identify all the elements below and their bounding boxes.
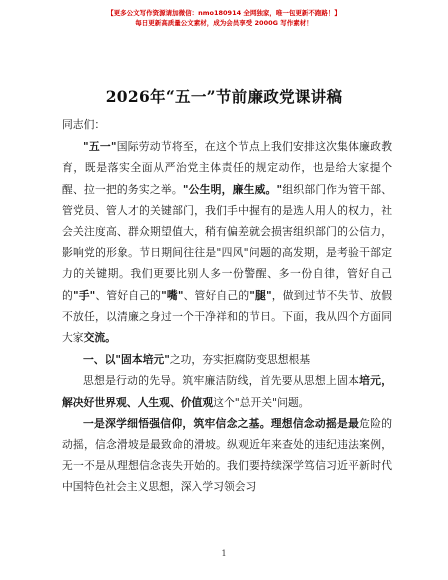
salutation: 同志们： bbox=[62, 118, 106, 131]
intro-text-2: 组织部门作为管干部、管党员、管人才的关键部门，我们手中握有的是选人用人的权力，社会关注度高、群众期望值大，稍有偏差就会损害组织部门的公信力，影响党的形象。节日期间往往是"四风"问题的高发期，是考验干部定力的关键期。我们更要比别人多一份警醒、多一份自律，管好自己的 bbox=[62, 182, 393, 302]
quote-tui: "腿" bbox=[249, 288, 272, 302]
paragraph-thought bbox=[62, 370, 392, 412]
point-1-text: 危险的动摇，信念滑坡是最致命的滑坡。纵观近年来查处的违纪违法案例，无一不是从理想信念丧失开始的。我们要持续深学笃信习近平新时代中国特色社会主义思想，深入学习领会习 bbox=[62, 416, 393, 494]
intro-text-5: ，做到过节不失节、放假不放任，以清廉之身过一个干净祥和的节日。下面，我从四个方面同大家 bbox=[62, 288, 392, 345]
point-1-lead: 一是深学细悟强信仰，筑牢信念之基。理想信念动摇是最 bbox=[83, 416, 360, 430]
promo-banner-line-1: 【更多公文写作资源请加微信：nmo180914 全网独家，唯一包更新不跑路！】 bbox=[107, 9, 341, 17]
intro-text-end: 交流。 bbox=[83, 331, 116, 345]
intro-text-3: 、管好自己的 bbox=[95, 288, 162, 302]
section-heading-1 bbox=[62, 349, 392, 370]
quote-shou: "手" bbox=[72, 288, 96, 302]
document-body bbox=[62, 114, 392, 498]
thought-text-2: 这个"总开关"问题。 bbox=[213, 395, 310, 409]
heading-1-text: 之功，夯实拒腐防变思想根基 bbox=[169, 353, 311, 367]
promo-banner-line-2: 每日更新高质量公文素材，成为会员享受 2000G 写作素材！ bbox=[135, 19, 313, 27]
quote-gongshengming: "公生明，廉生威。" bbox=[182, 182, 283, 196]
document-title: 2026年“五一”节前廉政党课讲稿 bbox=[105, 87, 343, 106]
heading-1-quote: "固本培元" bbox=[115, 353, 170, 367]
paragraph-intro bbox=[62, 136, 392, 348]
quote-zui: "嘴" bbox=[161, 288, 184, 302]
page-number: 1 bbox=[221, 549, 227, 558]
intro-text-4: 、管好自己的 bbox=[183, 288, 250, 302]
intro-text-1: 国际劳动节将至，在这个节点上我们安排这次集体廉政教育，既是落实全面从严治党主体责任的规定动作，也是给大家提个醒、拉一把的务实之举。 bbox=[62, 140, 392, 196]
quote-wuyi: "五一" bbox=[83, 140, 117, 154]
thought-text-1: 思想是行动的先导。筑牢廉洁防线，首先要从思想上固本 bbox=[83, 374, 360, 388]
promo-banner bbox=[0, 8, 448, 28]
heading-1-prefix: 一、以 bbox=[83, 353, 116, 367]
thought-text-bold: 培元，解决好世界观、人生观、价值观 bbox=[62, 374, 393, 409]
paragraph-point-1 bbox=[62, 413, 392, 498]
